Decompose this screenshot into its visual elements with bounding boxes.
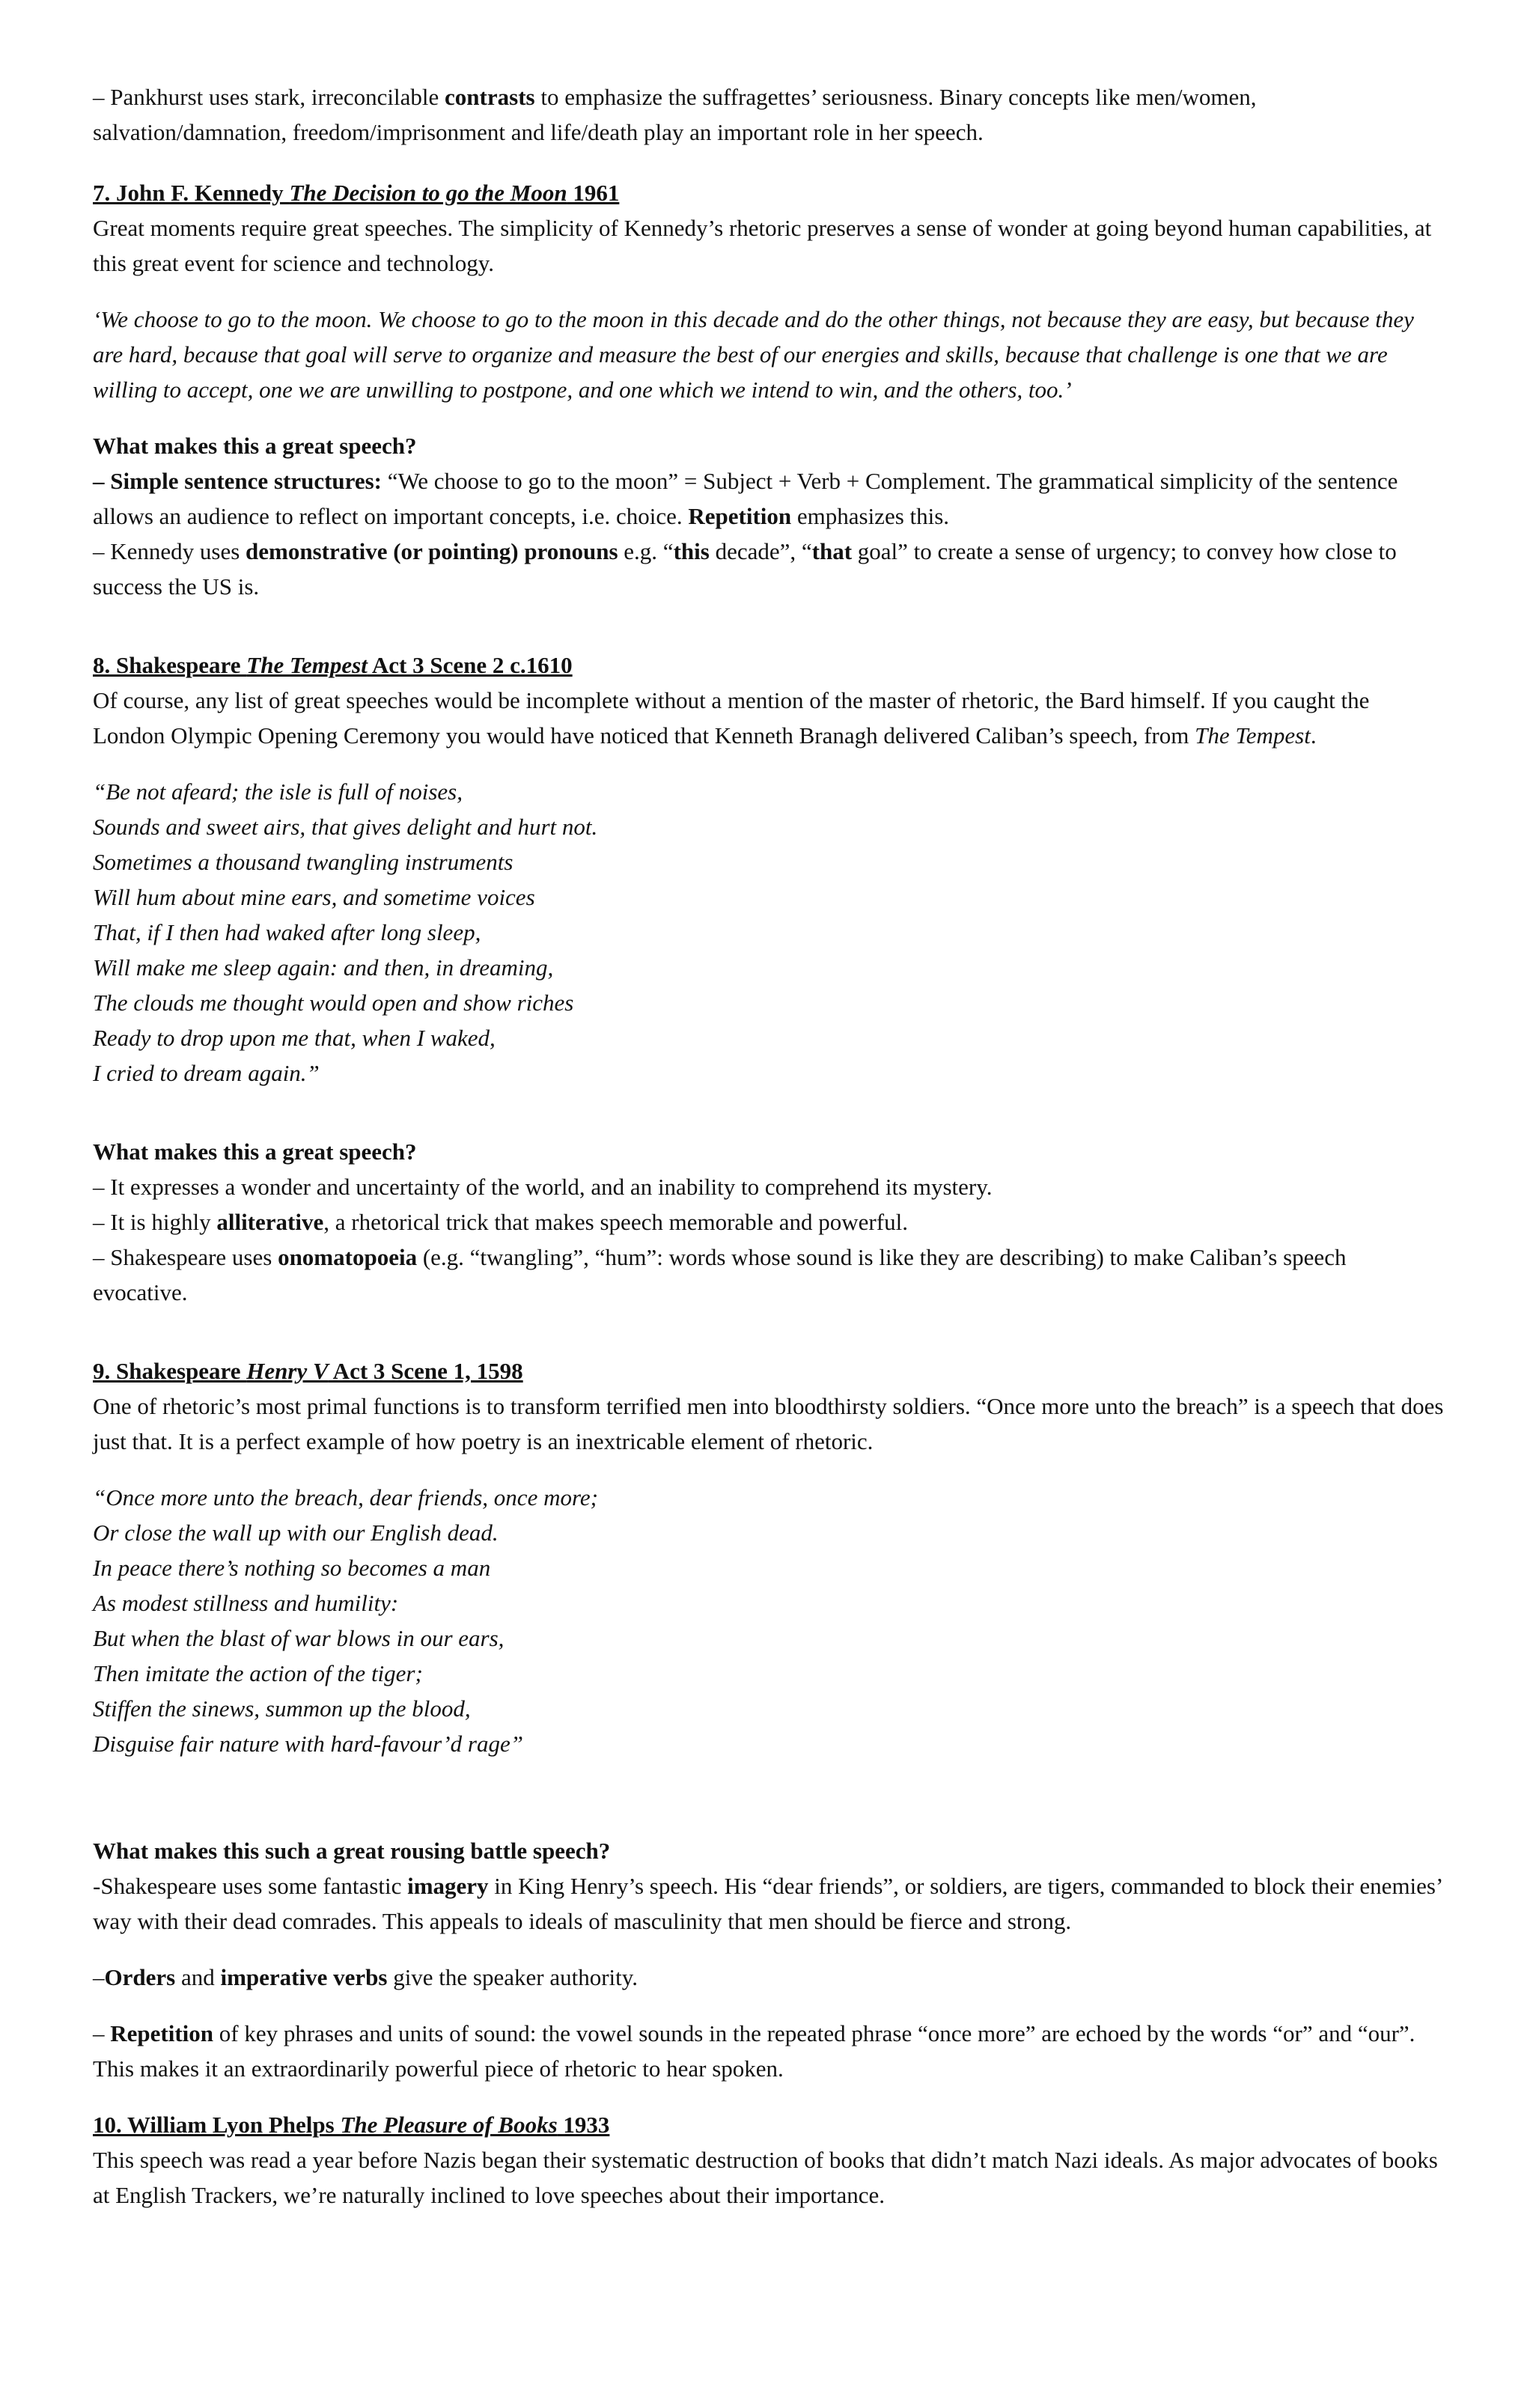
section-7-question: What makes this a great speech? <box>93 433 417 459</box>
verse-line: Will hum about mine ears, and sometime voices <box>93 884 535 910</box>
verse-line: The clouds me thought would open and show riches <box>93 990 574 1016</box>
section-9-bullet-3: – Repetition of key phrases and units of sound: the vowel sounds in the repeated phrase “once more” are echoed by the words “or” and “our”. This makes it an extraordinarily powerful piece of rhetoric to hear spoken. <box>93 2020 1415 2082</box>
section-9-question: What makes this such a great rousing battle speech? <box>93 1838 611 1864</box>
verse-line: Will make me sleep again: and then, in dreaming, <box>93 954 554 981</box>
section-8-question: What makes this a great speech? <box>93 1139 417 1165</box>
section-7-quote: ‘We choose to go to the moon. We choose to go to the moon in this decade and do the other things, not because they are easy, but because they are hard, because that goal will serve to organize and measure the best of our energies and skills, because that challenge is one that we are willing to accept, one we are unwilling to postpone, and one which we intend to win, and the others, too.’ <box>93 306 1414 403</box>
section-8-bullet-3: – Shakespeare uses onomatopoeia (e.g. “twangling”, “hum”: words whose sound is like they are describing) to make Caliban’s speech evocative. <box>93 1244 1347 1305</box>
verse-line: I cried to dream again.” <box>93 1060 320 1086</box>
section-7-body: Great moments require great speeches. The simplicity of Kennedy’s rhetoric preserves a sense of wonder at going beyond human capabilities, at this great event for science and technology. <box>93 215 1432 276</box>
verse-line: Then imitate the action of the tiger; <box>93 1660 423 1686</box>
section-7-bullet-2: – Kennedy uses demonstrative (or pointing) pronouns e.g. “this decade”, “that goal” to create a sense of urgency; to convey how close to success the US is. <box>93 538 1397 600</box>
verse-line: In peace there’s nothing so becomes a man <box>93 1555 491 1581</box>
section-10-heading: 10. William Lyon Phelps The Pleasure of Books 1933 <box>93 2112 610 2138</box>
verse-line: “Once more unto the breach, dear friends, once more; <box>93 1484 598 1511</box>
section-10-body: This speech was read a year before Nazis began their systematic destruction of books that didn’t match Nazi ideals. As major advocates of books at English Trackers, we’re naturally inclined to love speeches about their importance. <box>93 2147 1438 2208</box>
verse-line: Disguise fair nature with hard-favour’d rage” <box>93 1731 523 1757</box>
verse-line: Ready to drop upon me that, when I waked, <box>93 1025 496 1051</box>
section-9-bullet-2: –Orders and imperative verbs give the speaker authority. <box>93 1964 639 1990</box>
section-9-heading: 9. Shakespeare Henry V Act 3 Scene 1, 1598 <box>93 1358 523 1384</box>
verse-line: As modest stillness and humility: <box>93 1590 399 1616</box>
section-8-body: Of course, any list of great speeches would be incomplete without a mention of the master of rhetoric, the Bard himself. If you caught the London Olympic Opening Ceremony you would have noticed that Kenneth Branagh delivered Caliban’s speech, from The Tempest. <box>93 687 1370 749</box>
verse-line: That, if I then had waked after long sleep, <box>93 919 481 945</box>
verse-line: “Be not afeard; the isle is full of noises, <box>93 778 463 805</box>
verse-line: Stiffen the sinews, summon up the blood, <box>93 1695 471 1722</box>
section-9-body: One of rhetoric’s most primal functions is to transform terrified men into bloodthirsty soldiers. “Once more unto the breach” is a speech that does just that. It is a perfect example of how poetry is an inextricable element of rhetoric. <box>93 1393 1444 1454</box>
section-8-bullet-1: – It expresses a wonder and uncertainty of the world, and an inability to comprehend its mystery. <box>93 1174 993 1200</box>
section-9-verse <box>93 1480 1446 1761</box>
verse-line: But when the blast of war blows in our ears, <box>93 1625 505 1651</box>
section-8-heading: 8. Shakespeare The Tempest Act 3 Scene 2 c.1610 <box>93 652 573 678</box>
section-9-bullet-1: -Shakespeare uses some fantastic imagery in King Henry’s speech. His “dear friends”, or soldiers, are tigers, commanded to block their enemies’ way with their dead comrades. This appeals to ideals of masculinity that men should be fierce and strong. <box>93 1873 1442 1934</box>
section-7-bullet-1: – Simple sentence structures: “We choose to go to the moon” = Subject + Verb + Complement. The grammatical simplicity of the sentence allows an audience to reflect on important concepts, i.e. choice. Repetition emphasizes this. <box>93 468 1398 529</box>
verse-line: Sometimes a thousand twangling instruments <box>93 849 513 875</box>
verse-line: Sounds and sweet airs, that gives delight and hurt not. <box>93 814 598 840</box>
section-8-bullet-2: – It is highly alliterative, a rhetorical trick that makes speech memorable and powerful. <box>93 1209 908 1235</box>
document-page <box>93 79 1446 2213</box>
section-8-verse <box>93 774 1446 1091</box>
verse-line: Or close the wall up with our English dead. <box>93 1520 499 1546</box>
section-7-heading: 7. John F. Kennedy The Decision to go the Moon 1961 <box>93 180 620 206</box>
intro-paragraph: – Pankhurst uses stark, irreconcilable contrasts to emphasize the suffragettes’ seriousness. Binary concepts like men/women, salvation/damnation, freedom/imprisonment and life/death play an important role in her speech. <box>93 84 1257 145</box>
